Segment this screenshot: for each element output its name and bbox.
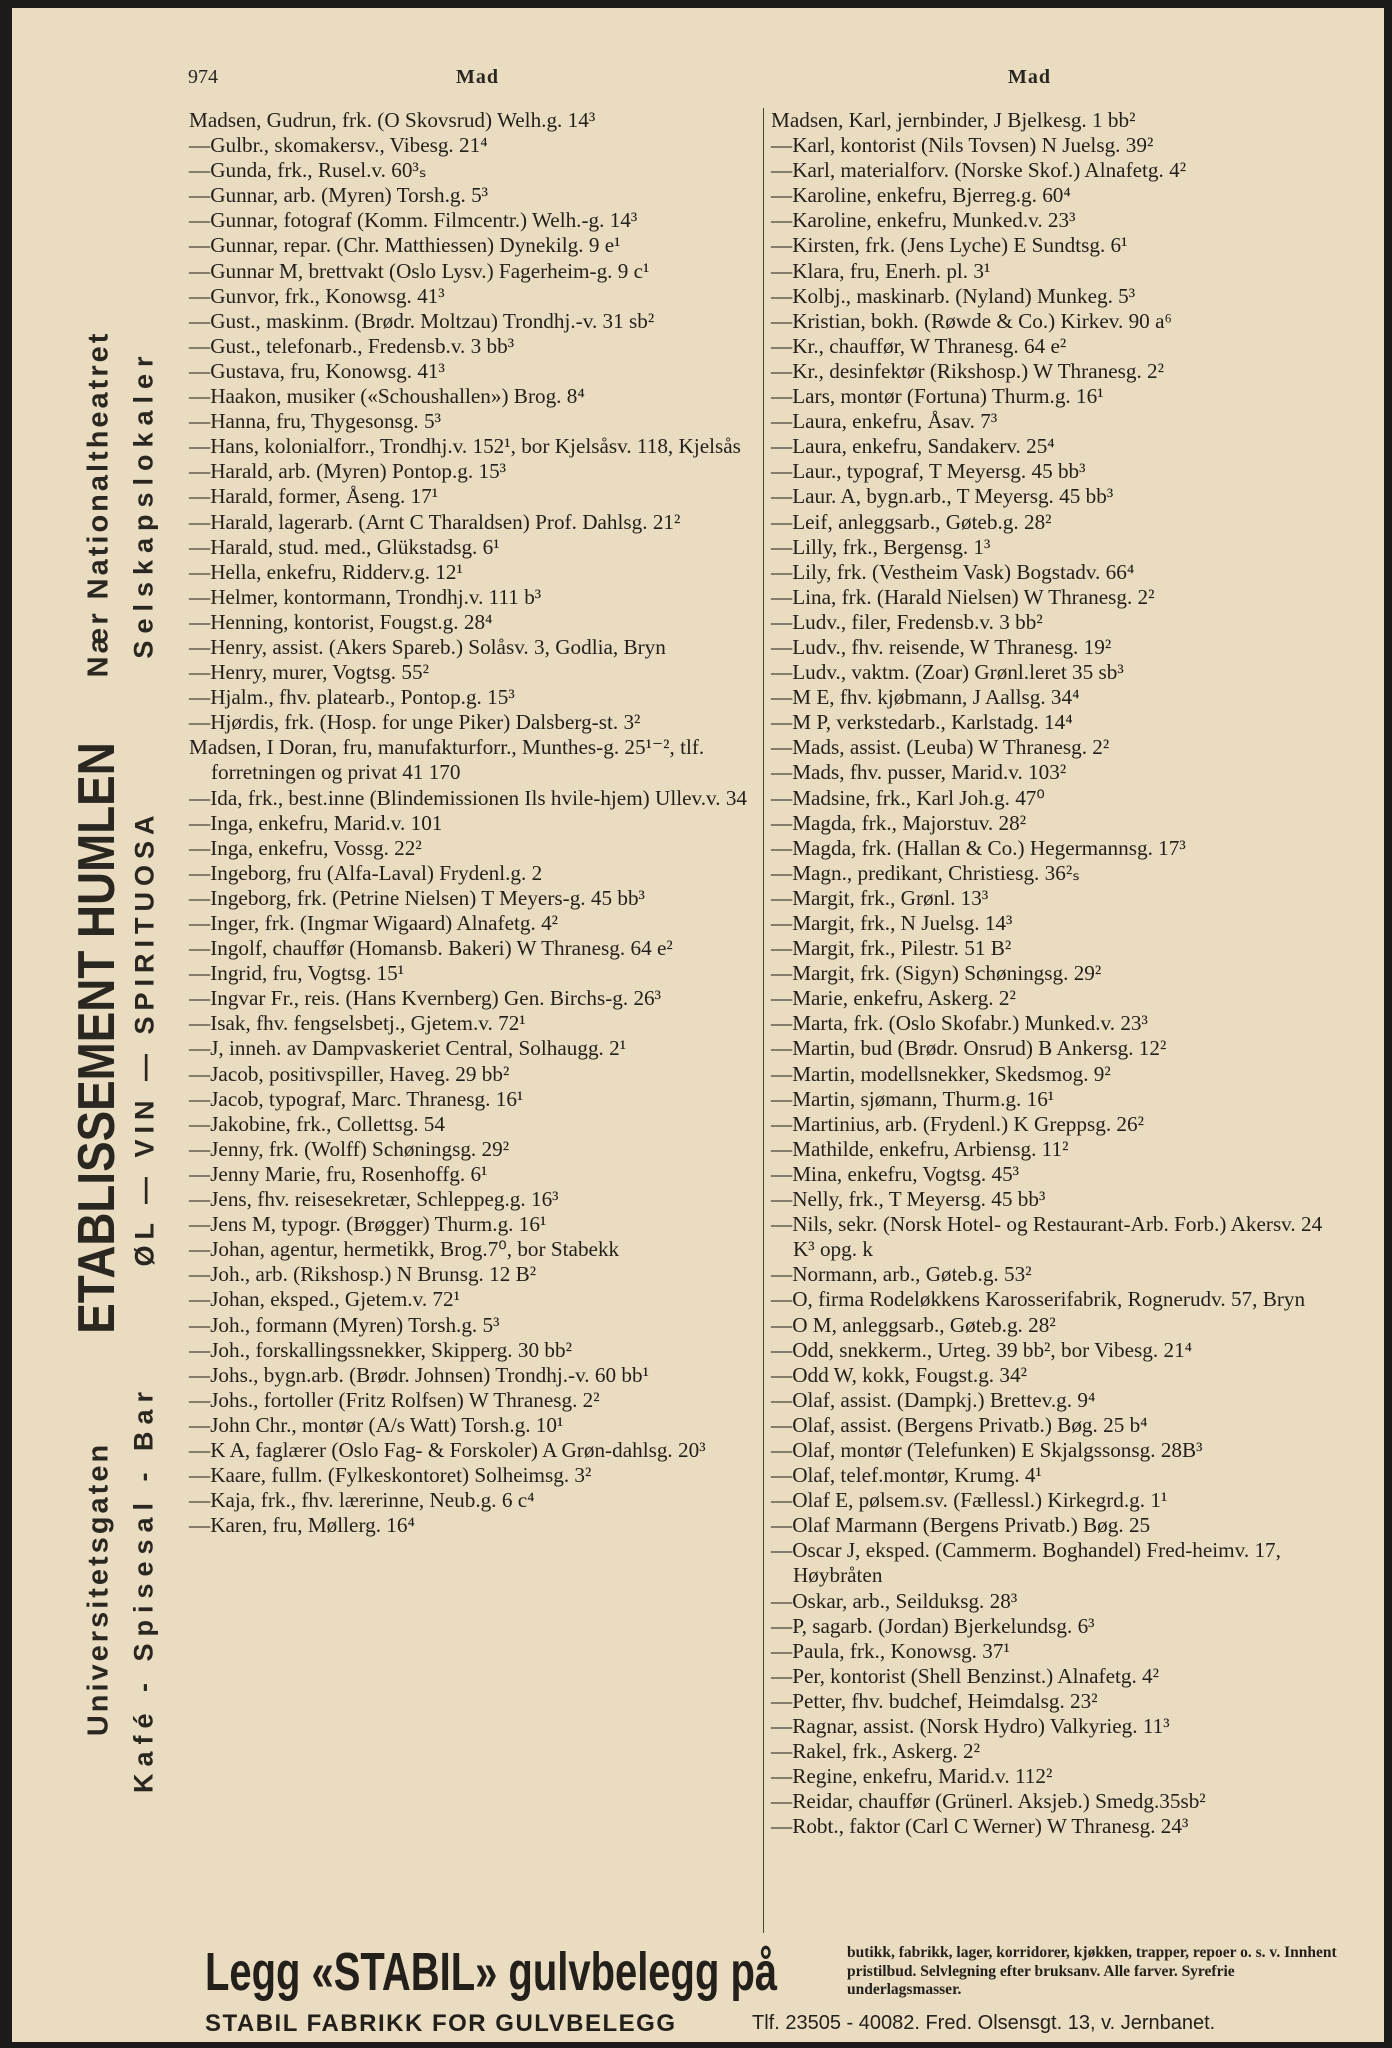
- directory-entry: —Martin, modellsnekker, Skedsmog. 9²: [771, 1061, 1111, 1086]
- directory-entry: —Mads, assist. (Leuba) W Thranesg. 2²: [771, 735, 1110, 760]
- sidebar-top-line1: Nær Nationaltheatret: [82, 330, 115, 678]
- directory-entry: —Martin, sjømann, Thurm.g. 16¹: [771, 1086, 1055, 1111]
- directory-entry: —Karl, materialforv. (Norske Skof.) Alnafetg. 4²: [771, 158, 1187, 183]
- directory-entry: —Oscar J, eksped. (Cammerm. Boghandel) Fred-heimv. 17, Høybråten: [771, 1538, 1281, 1588]
- directory-entry: —Karoline, enkefru, Bjerreg.g. 60⁴: [771, 183, 1071, 208]
- directory-entry: —Paula, frk., Konowsg. 37¹: [771, 1638, 1010, 1663]
- directory-entry: —Harald, stud. med., Glükstadsg. 6¹: [189, 534, 500, 559]
- directory-entry: —Ida, frk., best.inne (Blindemissionen Ils hvile-hjem) Ullev.v. 34: [189, 785, 748, 810]
- directory-entry: —Gustava, fru, Konowsg. 41³: [189, 358, 445, 383]
- directory-entry: —Johan, eksped., Gjetem.v. 72¹: [189, 1287, 460, 1312]
- directory-entry: —Henry, assist. (Akers Spareb.) Solåsv. 3, Godlia, Bryn: [189, 634, 666, 659]
- directory-entry: —Hella, enkefru, Ridderv.g. 12¹: [189, 559, 463, 584]
- directory-entry: —Ludv., vaktm. (Zoar) Grønl.leret 35 sb³: [771, 660, 1124, 685]
- directory-entry: —Magda, frk. (Hallan & Co.) Hegermannsg. 17³: [771, 835, 1186, 860]
- directory-entry: —Lily, frk. (Vestheim Vask) Bogstadv. 66⁴: [771, 559, 1135, 584]
- directory-entry: —Haakon, musiker («Schoushallen») Brog. 8⁴: [189, 384, 585, 409]
- directory-entry: —Jacob, positivspiller, Haveg. 29 bb²: [189, 1061, 510, 1086]
- directory-entry: —Oskar, arb., Seilduksg. 28³: [771, 1588, 1018, 1613]
- directory-entry: —P, sagarb. (Jordan) Bjerkelundsg. 6³: [771, 1613, 1095, 1638]
- directory-entry: —Gunnar, arb. (Myren) Torsh.g. 5³: [189, 183, 489, 208]
- sidebar-bottom-line2: Kafé - Spisesal - Bar: [128, 1385, 159, 1794]
- directory-entry: —Joh., arb. (Rikshosp.) N Brunsg. 12 B²: [189, 1262, 537, 1287]
- directory-entry: —Normann, arb., Gøteb.g. 53²: [771, 1262, 1032, 1287]
- directory-entry: —Magda, frk., Majorstuv. 28²: [771, 810, 1027, 835]
- directory-entry: —John Chr., montør (A/s Watt) Torsh.g. 10¹: [189, 1412, 564, 1437]
- directory-entry: —Per, kontorist (Shell Benzinst.) Alnafetg. 4²: [771, 1663, 1160, 1688]
- directory-entry: —Marie, enkefru, Askerg. 2²: [771, 986, 1016, 1011]
- directory-entry: —Harald, lagerarb. (Arnt C Tharaldsen) Prof. Dahlsg. 21²: [189, 509, 681, 534]
- directory-entry: —Jenny Marie, fru, Rosenhoffg. 6¹: [189, 1161, 488, 1186]
- directory-entry: —M E, fhv. kjøbmann, J Aallsg. 34⁴: [771, 685, 1080, 710]
- directory-entry: —Olaf, assist. (Dampkj.) Brettev.g. 9⁴: [771, 1387, 1096, 1412]
- directory-entry: —Gunvor, frk., Konowsg. 41³: [189, 283, 445, 308]
- directory-entry: —Gust., maskinm. (Brødr. Moltzau) Trondhj.-v. 31 sb²: [189, 308, 655, 333]
- directory-entry: —Martin, bud (Brødr. Onsrud) B Ankersg. 12²: [771, 1036, 1167, 1061]
- directory-entry: —Mina, enkefru, Vogtsg. 45³: [771, 1161, 1020, 1186]
- directory-entry: —K A, faglærer (Oslo Fag- & Forskoler) A Grøn-dahlsg. 20³: [189, 1437, 706, 1462]
- directory-entry: —Gulbr., skomakersv., Vibesg. 21⁴: [189, 133, 488, 158]
- directory-entry: —Reidar, chauffør (Grünerl. Aksjeb.) Smedg.35sb²: [771, 1789, 1206, 1814]
- directory-entry: —Karoline, enkefru, Munked.v. 23³: [771, 208, 1076, 233]
- directory-entry: —Isak, fhv. fengselsbetj., Gjetem.v. 72¹: [189, 1011, 526, 1036]
- column-divider: [763, 108, 764, 1933]
- directory-columns: [189, 108, 1349, 1933]
- directory-entry: —Ludv., fhv. reisende, W Thranesg. 19²: [771, 634, 1112, 659]
- directory-entry: —Margit, frk., Grønl. 13³: [771, 885, 989, 910]
- bottom-advertisement: [197, 1940, 1347, 2040]
- sidebar-mid-line2: ØL — VIN — SPIRITUOSA: [129, 809, 160, 1267]
- directory-entry: —Nils, sekr. (Norsk Hotel- og Restaurant-Arb. Forb.) Akersv. 24 K³ opg. k: [771, 1212, 1323, 1262]
- directory-entry: —Olaf, assist. (Bergens Privatb.) Bøg. 25 b⁴: [771, 1412, 1148, 1437]
- directory-entry: —Hans, kolonialforr., Trondhj.v. 152¹, bor Kjelsåsv. 118, Kjelsås: [189, 434, 741, 459]
- directory-entry: —Johs., bygn.arb. (Brødr. Johnsen) Trondhj.-v. 60 bb¹: [189, 1362, 649, 1387]
- directory-entry: —Madsine, frk., Karl Joh.g. 47⁰: [771, 785, 1045, 810]
- directory-entry: —Kolbj., maskinarb. (Nyland) Munkeg. 5³: [771, 283, 1136, 308]
- directory-entry: —Johan, agentur, hermetikk, Brog.7⁰, bor Stabekk: [189, 1237, 620, 1262]
- directory-entry: —Ragnar, assist. (Norsk Hydro) Valkyrieg. 11³: [771, 1714, 1170, 1738]
- directory-entry: —Harald, arb. (Myren) Pontop.g. 15³: [189, 459, 507, 484]
- directory-entry: —Ingeborg, fru (Alfa-Laval) Frydenl.g. 2: [189, 860, 543, 885]
- directory-entry: —O M, anleggsarb., Gøteb.g. 28²: [771, 1312, 1056, 1337]
- directory-entry: —Gunnar M, brettvakt (Oslo Lysv.) Fagerheim-g. 9 c¹: [189, 258, 650, 283]
- directory-entry: —Lilly, frk., Bergensg. 1³: [771, 534, 991, 559]
- directory-entry: Madsen, I Doran, fru, manufakturforr., Munthes-g. 25¹⁻², tlf. forretningen og privat 41 170: [189, 735, 705, 785]
- ad-side-text: butikk, fabrikk, lager, korridorer, kjøkken, trapper, repoer o. s. v. Innhent pristilbud. Selvlegning efter bruksanv. Alle farver. Syrefrie underlagsmasser.: [847, 1944, 1337, 1999]
- directory-entry: —Leif, anleggsarb., Gøteb.g. 28²: [771, 509, 1052, 534]
- directory-entry: —Jakobine, frk., Collettsg. 54: [189, 1111, 445, 1136]
- directory-entry: —Petter, fhv. budchef, Heimdalsg. 23²: [771, 1688, 1098, 1713]
- directory-entry: —J, inneh. av Dampvaskeriet Central, Solhaugg. 2¹: [189, 1036, 627, 1061]
- ad-company-name: STABIL FABRIKK FOR GULVBELEGG: [205, 2010, 677, 2037]
- directory-entry: —Laur., typograf, T Meyersg. 45 bb³: [771, 459, 1086, 484]
- directory-entry: —Kr., chauffør, W Thranesg. 64 e²: [771, 333, 1067, 358]
- directory-entry: —Kr., desinfektør (Rikshosp.) W Thranesg. 2²: [771, 358, 1164, 383]
- directory-entry: —Mathilde, enkefru, Arbiensg. 11²: [771, 1136, 1069, 1161]
- right-guide-word: Mad: [1008, 66, 1051, 88]
- directory-entry: —Klara, fru, Enerh. pl. 3¹: [771, 258, 991, 283]
- directory-entry: —Gunda, frk., Rusel.v. 60³ₛ: [189, 158, 427, 183]
- directory-entry: —Kirsten, frk. (Jens Lyche) E Sundtsg. 6¹: [771, 233, 1128, 258]
- directory-entry: —Jens, fhv. reisesekretær, Schleppeg.g. 16³: [189, 1187, 559, 1212]
- directory-entry: —Ingolf, chauffør (Homansb. Bakeri) W Thranesg. 64 e²: [189, 936, 673, 961]
- directory-entry: —Olaf E, pølsem.sv. (Fællessl.) Kirkegrd.g. 1¹: [771, 1488, 1168, 1513]
- directory-entry: —Karen, fru, Møllerg. 16⁴: [189, 1513, 415, 1538]
- directory-entry: —Gunnar, fotograf (Komm. Filmcentr.) Welh.-g. 14³: [189, 208, 638, 233]
- directory-entry: —Gunnar, repar. (Chr. Matthiessen) Dynekilg. 9 e¹: [189, 233, 621, 258]
- left-guide-word: Mad: [456, 66, 499, 88]
- directory-entry: —Joh., formann (Myren) Torsh.g. 5³: [189, 1312, 500, 1337]
- sidebar-bottom-line1: Universitetsgaten: [82, 1441, 115, 1737]
- sidebar-advertisement: [68, 203, 182, 1873]
- directory-entry: —Henning, kontorist, Fougst.g. 28⁴: [189, 609, 493, 634]
- directory-entry: —Ludv., filer, Fredensb.v. 3 bb²: [771, 609, 1043, 634]
- directory-entry: —Odd W, kokk, Fougst.g. 34²: [771, 1362, 1027, 1387]
- directory-entry: —Olaf Marmann (Bergens Privatb.) Bøg. 25: [771, 1513, 1151, 1538]
- directory-entry: —Joh., forskallingssnekker, Skipperg. 30 bb²: [189, 1337, 572, 1362]
- directory-entry: —M P, verkstedarb., Karlstadg. 14⁴: [771, 710, 1073, 735]
- ad-headline: Legg «STABIL» gulvbelegg på: [205, 1942, 778, 2002]
- sidebar-top-line2: Selskapslokaler: [128, 349, 159, 659]
- directory-entry: —Kaja, frk., fhv. lærerinne, Neub.g. 6 c⁴: [189, 1488, 535, 1513]
- directory-entry: —Karl, kontorist (Nils Tovsen) N Juelsg. 39²: [771, 133, 1154, 158]
- directory-entry: Madsen, Gudrun, frk. (O Skovsrud) Welh.g. 14³: [189, 108, 596, 132]
- directory-entry: —Jenny, frk. (Wolff) Schøningsg. 29²: [189, 1136, 510, 1161]
- page-number: 974: [188, 66, 218, 88]
- directory-entry: —Olaf, telef.montør, Krumg. 4¹: [771, 1463, 1042, 1488]
- directory-entry: —Laur. A, bygn.arb., T Meyersg. 45 bb³: [771, 484, 1114, 509]
- directory-entry: —Ingvar Fr., reis. (Hans Kvernberg) Gen. Birchs-g. 26³: [189, 986, 661, 1011]
- directory-entry: —Jacob, typograf, Marc. Thranesg. 16¹: [189, 1086, 524, 1111]
- directory-page: [12, 8, 1384, 2042]
- directory-entry: —Inga, enkefru, Vossg. 22²: [189, 835, 422, 860]
- directory-entry: —Lars, montør (Fortuna) Thurm.g. 16¹: [771, 384, 1104, 409]
- directory-entry: —Hanna, fru, Thygesonsg. 5³: [189, 409, 441, 434]
- directory-entry: —Odd, snekkerm., Urteg. 39 bb², bor Vibesg. 21⁴: [771, 1337, 1193, 1362]
- directory-entry: —Helmer, kontormann, Trondhj.v. 111 b³: [189, 584, 542, 609]
- left-column: [189, 108, 761, 1538]
- directory-entry: —Jens M, typogr. (Brøgger) Thurm.g. 16¹: [189, 1212, 547, 1237]
- directory-entry: —Kristian, bokh. (Røwde & Co.) Kirkev. 90 a⁶: [771, 308, 1172, 333]
- directory-entry: —Olaf, montør (Telefunken) E Skjalgssonsg. 28B³: [771, 1437, 1203, 1462]
- directory-entry: —Hjørdis, frk. (Hosp. for unge Piker) Dalsberg-st. 3²: [189, 710, 641, 735]
- directory-entry: —Margit, frk., Pilestr. 51 B²: [771, 936, 1012, 961]
- directory-entry: —Martinius, arb. (Frydenl.) K Greppsg. 26²: [771, 1111, 1144, 1136]
- page-header: [188, 66, 1340, 96]
- directory-entry: —Hjalm., fhv. platearb., Pontop.g. 15³: [189, 685, 515, 710]
- directory-entry: Madsen, Karl, jernbinder, J Bjelkesg. 1 bb²: [771, 108, 1136, 132]
- directory-entry: —Johs., fortoller (Fritz Rolfsen) W Thranesg. 2²: [189, 1387, 600, 1412]
- directory-entry: —Gust., telefonarb., Fredensb.v. 3 bb³: [189, 333, 515, 358]
- directory-entry: —Margit, frk., N Juelsg. 14³: [771, 911, 1013, 935]
- directory-entry: —Kaare, fullm. (Fylkeskontoret) Solheimsg. 3²: [189, 1463, 592, 1488]
- directory-entry: —Rakel, frk., Askerg. 2²: [771, 1739, 980, 1764]
- directory-entry: —Nelly, frk., T Meyersg. 45 bb³: [771, 1187, 1046, 1212]
- directory-entry: —Mads, fhv. pusser, Marid.v. 103²: [771, 760, 1067, 785]
- directory-entry: —Lina, frk. (Harald Nielsen) W Thranesg. 2²: [771, 584, 1155, 609]
- directory-entry: —Inga, enkefru, Marid.v. 101: [189, 810, 443, 835]
- directory-entry: —Harald, former, Åseng. 17¹: [189, 484, 439, 509]
- sidebar-mid-line1: ETABLISSEMENT HUMLEN: [68, 742, 126, 1334]
- directory-entry: —Henry, murer, Vogtsg. 55²: [189, 660, 429, 685]
- directory-entry: —Margit, frk. (Sigyn) Schøningsg. 29²: [771, 961, 1102, 986]
- directory-entry: —Laura, enkefru, Sandakerv. 25⁴: [771, 434, 1055, 459]
- directory-entry: —Ingeborg, frk. (Petrine Nielsen) T Meyers-g. 45 bb³: [189, 885, 645, 910]
- right-column: [771, 108, 1343, 1839]
- directory-entry: —Marta, frk. (Oslo Skofabr.) Munked.v. 23³: [771, 1011, 1148, 1036]
- directory-entry: —Ingrid, fru, Vogtsg. 15¹: [189, 961, 405, 986]
- directory-entry: —Laura, enkefru, Åsav. 7³: [771, 409, 998, 434]
- directory-entry: —Robt., faktor (Carl C Werner) W Thranesg. 24³: [771, 1814, 1189, 1839]
- directory-entry: —Inger, frk. (Ingmar Wigaard) Alnafetg. 4²: [189, 911, 559, 935]
- directory-entry: —Magn., predikant, Christiesg. 36²ₛ: [771, 860, 1081, 885]
- directory-entry: —O, firma Rodeløkkens Karosserifabrik, Rognerudv. 57, Bryn: [771, 1287, 1306, 1312]
- directory-entry: —Regine, enkefru, Marid.v. 112²: [771, 1764, 1053, 1789]
- ad-contact-info: Tlf. 23505 - 40082. Fred. Olsensgt. 13, v. Jernbanet.: [752, 2012, 1216, 2034]
